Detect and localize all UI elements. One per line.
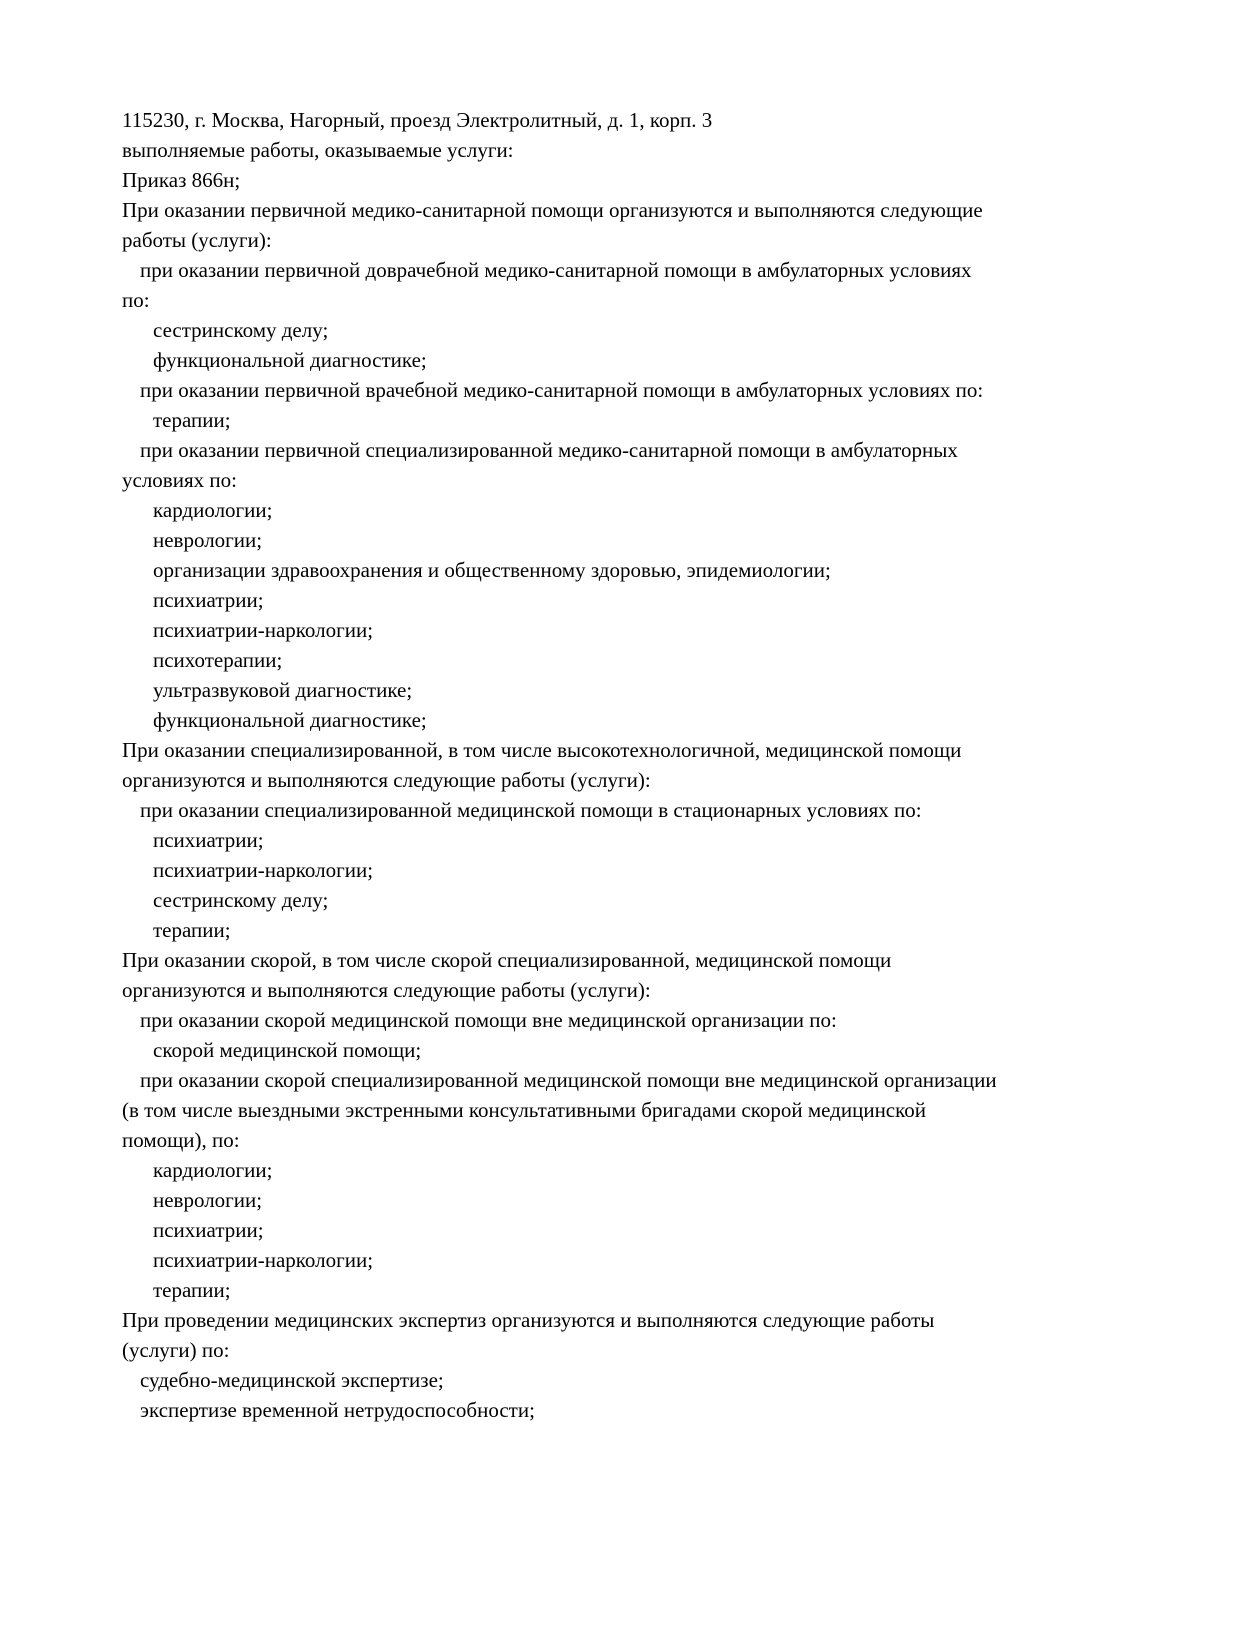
text-line: психиатрии-наркологии; — [153, 1248, 374, 1272]
text-line: работы (услуги): — [122, 228, 272, 252]
text-line: ультразвуковой диагностике; — [153, 678, 413, 702]
text-line: при оказании скорой медицинской помощи вне медицинской организации по: — [140, 1008, 837, 1032]
text-line: сестринскому делу; — [153, 318, 329, 342]
text-line: психиатрии-наркологии; — [153, 858, 374, 882]
text-line: терапии; — [153, 918, 231, 942]
text-line: организуются и выполняются следующие работы (услуги): — [122, 978, 651, 1002]
text-line: при оказании специализированной медицинской помощи в стационарных условиях по: — [140, 798, 922, 822]
text-line: (в том числе выездными экстренными консультативными бригадами скорой медицинской — [122, 1098, 926, 1122]
text-line: экспертизе временной нетрудоспособности; — [140, 1398, 535, 1422]
text-line: (услуги) по: — [122, 1338, 230, 1362]
text-line: При оказании скорой, в том числе скорой специализированной, медицинской помощи — [122, 948, 892, 972]
text-line: кардиологии; — [153, 1158, 273, 1182]
text-line: организуются и выполняются следующие работы (услуги): — [122, 768, 651, 792]
text-line: при оказании первичной доврачебной медико-санитарной помощи в амбулаторных условиях — [140, 258, 972, 282]
document-text — [122, 105, 1182, 1425]
text-line: помощи), по: — [122, 1128, 240, 1152]
text-line: неврологии; — [153, 528, 263, 552]
text-line: при оказании скорой специализированной медицинской помощи вне медицинской организации — [140, 1068, 997, 1092]
text-line: При оказании специализированной, в том числе высокотехнологичной, медицинской помощи — [122, 738, 962, 762]
text-line: кардиологии; — [153, 498, 273, 522]
text-line: 115230, г. Москва, Нагорный, проезд Электролитный, д. 1, корп. 3 — [122, 108, 713, 132]
text-line: Приказ 866н; — [122, 168, 241, 192]
text-line: терапии; — [153, 1278, 231, 1302]
text-line: При оказании первичной медико-санитарной помощи организуются и выполняются следующие — [122, 198, 983, 222]
text-line: судебно-медицинской экспертизе; — [140, 1368, 444, 1392]
text-line: скорой медицинской помощи; — [153, 1038, 422, 1062]
text-line: психиатрии; — [153, 588, 264, 612]
text-line: психиатрии; — [153, 1218, 264, 1242]
text-line: выполняемые работы, оказываемые услуги: — [122, 138, 514, 162]
text-line: условиях по: — [122, 468, 237, 492]
text-line: при оказании первичной специализированной медико-санитарной помощи в амбулаторных — [140, 438, 958, 462]
text-line: организации здравоохранения и общественному здоровью, эпидемиологии; — [153, 558, 831, 582]
text-line: функциональной диагностике; — [153, 348, 427, 372]
text-line: При проведении медицинских экспертиз организуются и выполняются следующие работы — [122, 1308, 935, 1332]
text-line: психиатрии; — [153, 828, 264, 852]
text-line: сестринскому делу; — [153, 888, 329, 912]
text-line: терапии; — [153, 408, 231, 432]
text-line: по: — [122, 288, 150, 312]
text-line: психотерапии; — [153, 648, 283, 672]
text-line: функциональной диагностике; — [153, 708, 427, 732]
text-line: при оказании первичной врачебной медико-санитарной помощи в амбулаторных условиях по: — [140, 378, 984, 402]
text-line: психиатрии-наркологии; — [153, 618, 374, 642]
text-line: неврологии; — [153, 1188, 263, 1212]
